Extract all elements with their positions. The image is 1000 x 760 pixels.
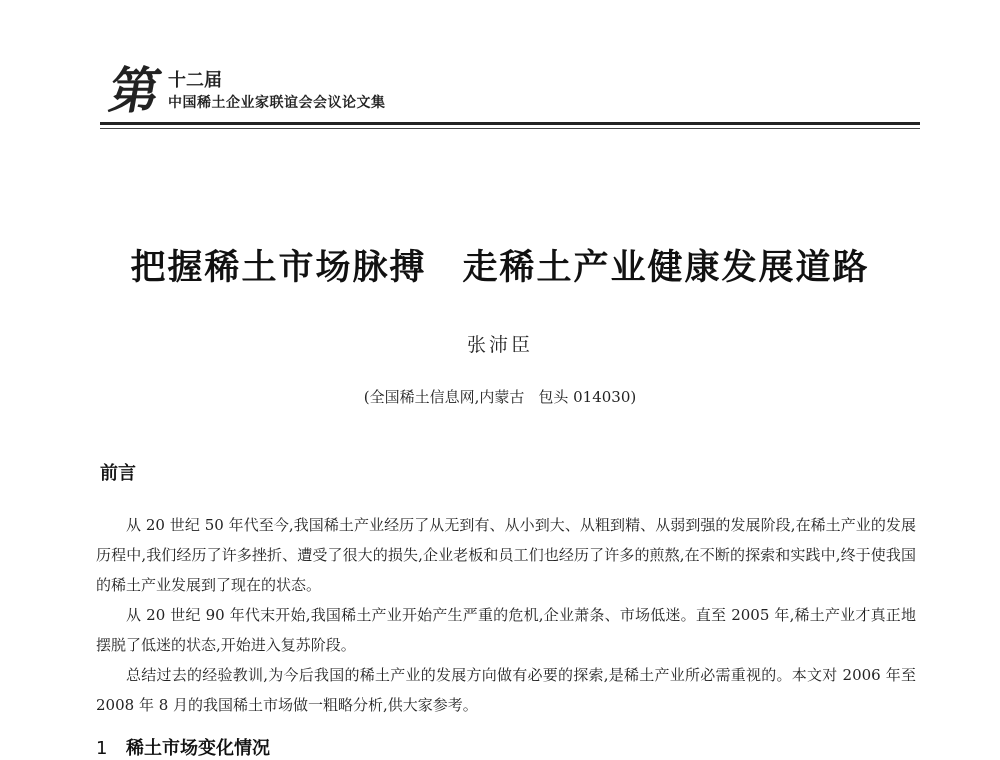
author-name: 张沛臣	[466, 334, 533, 356]
preface-heading: 前言	[100, 463, 136, 484]
edition-logo: 第	[104, 62, 166, 120]
preface-paragraph-1: 从 20 世纪 50 年代至今,我国稀土产业经历了从无到有、从小到大、从粗到精、从弱到强的发展阶段,在稀土产业的发展历程中,我们经历了许多挫折、遭受了很大的损失,企业老板和员工们也经历了许多的煎熬,在不断的探索和实践中,终于使我国的稀土产业发展到了现在的状态。	[96, 516, 916, 594]
author-affiliation	[0, 386, 1000, 407]
title-part-2: 走稀土产业健康发展道路	[462, 248, 870, 288]
title-part-1: 把握稀土市场脉搏	[130, 248, 427, 288]
affiliation-city: 包头 014030)	[538, 388, 637, 406]
series-title: 中国稀土企业家联谊会会议论文集	[168, 95, 386, 111]
preface-paragraph-2: 从 20 世纪 90 年代末开始,我国稀土产业开始产生严重的危机,企业萧条、市场低迷。直至 2005 年,稀土产业才真正地摆脱了低迷的状态,开始进入复苏阶段。	[96, 606, 916, 654]
header-rule-thin	[100, 128, 920, 129]
edition-label: 十二届	[168, 70, 222, 91]
header-rule-thick	[100, 122, 920, 125]
article-title	[0, 240, 1000, 290]
affiliation-org: (全国稀土信息网,内蒙古	[363, 388, 525, 406]
section-1-title: 稀土市场变化情况	[126, 738, 270, 759]
preface-paragraph-3: 总结过去的经验教训,为今后我国的稀土产业的发展方向做有必要的探索,是稀土产业所必需重视的。本文对 2006 年至 2008 年 8 月的我国稀土市场做一粗略分析,供大家参考。	[96, 666, 916, 714]
proceedings-header	[100, 62, 920, 126]
section-1-heading	[96, 734, 270, 760]
section-1-number: 1	[96, 738, 108, 759]
